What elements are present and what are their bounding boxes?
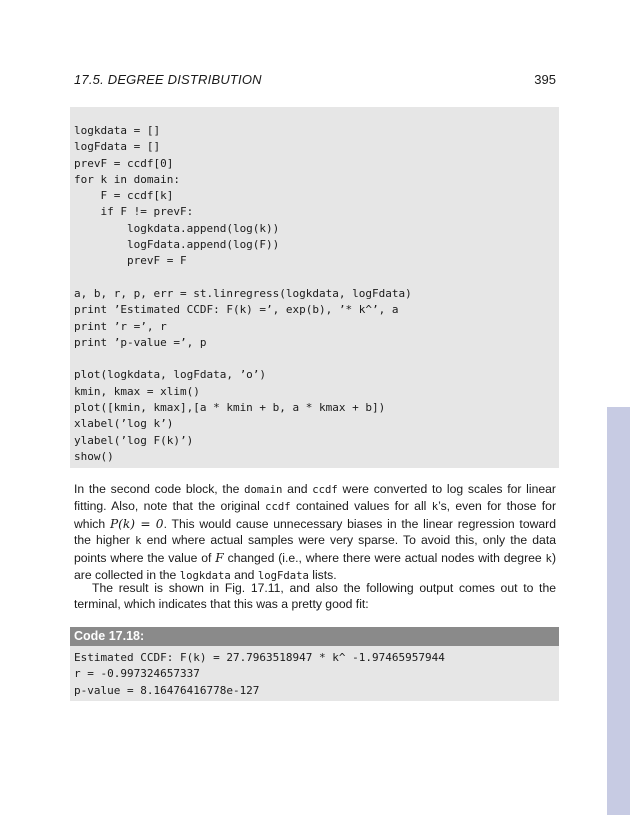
inline-code: logkdata xyxy=(179,570,231,583)
chapter-thumb-tab xyxy=(607,407,630,815)
code-line: print ’r =’, r xyxy=(74,319,167,333)
code-output-line: Estimated CCDF: F(k) = 27.7963518947 * k^ -1.97465957944 xyxy=(74,651,445,664)
code-line: for k in domain: xyxy=(74,172,180,186)
text-run: were converted to log scales for linear fitting. Also, note that the original xyxy=(74,482,556,514)
running-header-section: 17.5. DEGREE DISTRIBUTION xyxy=(74,72,262,87)
code-line: prevF = F xyxy=(74,254,187,268)
inline-code: logFdata xyxy=(257,570,309,583)
code-line: a, b, r, p, err = st.linregress(logkdata, logFdata) xyxy=(74,286,412,300)
inline-math: F xyxy=(215,550,224,565)
text-run: In the second code block, the xyxy=(74,482,245,496)
code-line: print ’p-value =’, p xyxy=(74,335,207,349)
code-line-blank xyxy=(74,351,559,367)
inline-code: domain xyxy=(244,484,283,496)
text-run: contained values for all xyxy=(290,499,432,514)
text-run: changed (i.e., where there were actual nodes with degree xyxy=(223,550,546,565)
code-line: logFdata.append(log(F)) xyxy=(74,238,280,252)
code-line: xlabel(’log k’) xyxy=(74,417,174,431)
text-run: and xyxy=(282,482,313,496)
code-line: kmin, kmax = xlim() xyxy=(74,384,200,398)
code-line: plot([kmin, kmax],[a * kmin + b, a * kmax + b]) xyxy=(74,401,386,415)
text-run: end where actual samples were very sparse. To avoid this, only the data points where the value of xyxy=(74,533,556,565)
body-paragraph-2 xyxy=(74,580,556,613)
code-output-line: p-value = 8.16476416778e-127 xyxy=(74,683,260,697)
inline-code: ccdf xyxy=(265,501,291,514)
page-number: 395 xyxy=(534,72,556,87)
code-line: print ’Estimated CCDF: F(k) =’, exp(b), ’* k^’, a xyxy=(74,303,399,317)
code-block-1 xyxy=(70,107,559,468)
code-line: logFdata = [] xyxy=(74,140,161,154)
code-block-title: Code 17.18: xyxy=(70,627,559,646)
text-run: ’s, even for those for which xyxy=(74,499,557,531)
inline-code: k xyxy=(135,535,142,548)
inline-math: P(k) = 0 xyxy=(109,516,164,531)
code-line: plot(logkdata, logFdata, ’o’) xyxy=(74,368,267,382)
inline-code: k xyxy=(545,552,552,565)
code-line: ylabel(’log F(k)’) xyxy=(74,433,194,447)
text-run: and xyxy=(230,568,258,583)
inline-code: ccdf xyxy=(312,484,338,496)
code-line: logkdata = [] xyxy=(74,124,161,137)
code-output-line: r = -0.997324657337 xyxy=(74,667,200,681)
code-line: prevF = ccdf[0] xyxy=(74,156,174,170)
code-line-blank xyxy=(74,270,559,286)
code-line: logkdata.append(log(k)) xyxy=(74,221,280,235)
code-line: F = ccdf[k] xyxy=(74,189,174,203)
body-paragraph-1 xyxy=(74,481,556,584)
text-run: . This would cause unnecessary biases in the linear regression toward the higher xyxy=(74,516,557,548)
code-line: show() xyxy=(74,449,114,463)
text-run: lists. xyxy=(308,568,337,583)
text-run: ) are collected in the xyxy=(74,550,556,583)
code-block-2 xyxy=(70,646,559,701)
paragraph-text: The result is shown in Fig. 17.11, and also the following output comes out to the terminal, which indicates that this was a pretty good fit: xyxy=(74,581,556,612)
code-line: if F != prevF: xyxy=(74,205,194,219)
inline-code: k xyxy=(431,501,439,514)
